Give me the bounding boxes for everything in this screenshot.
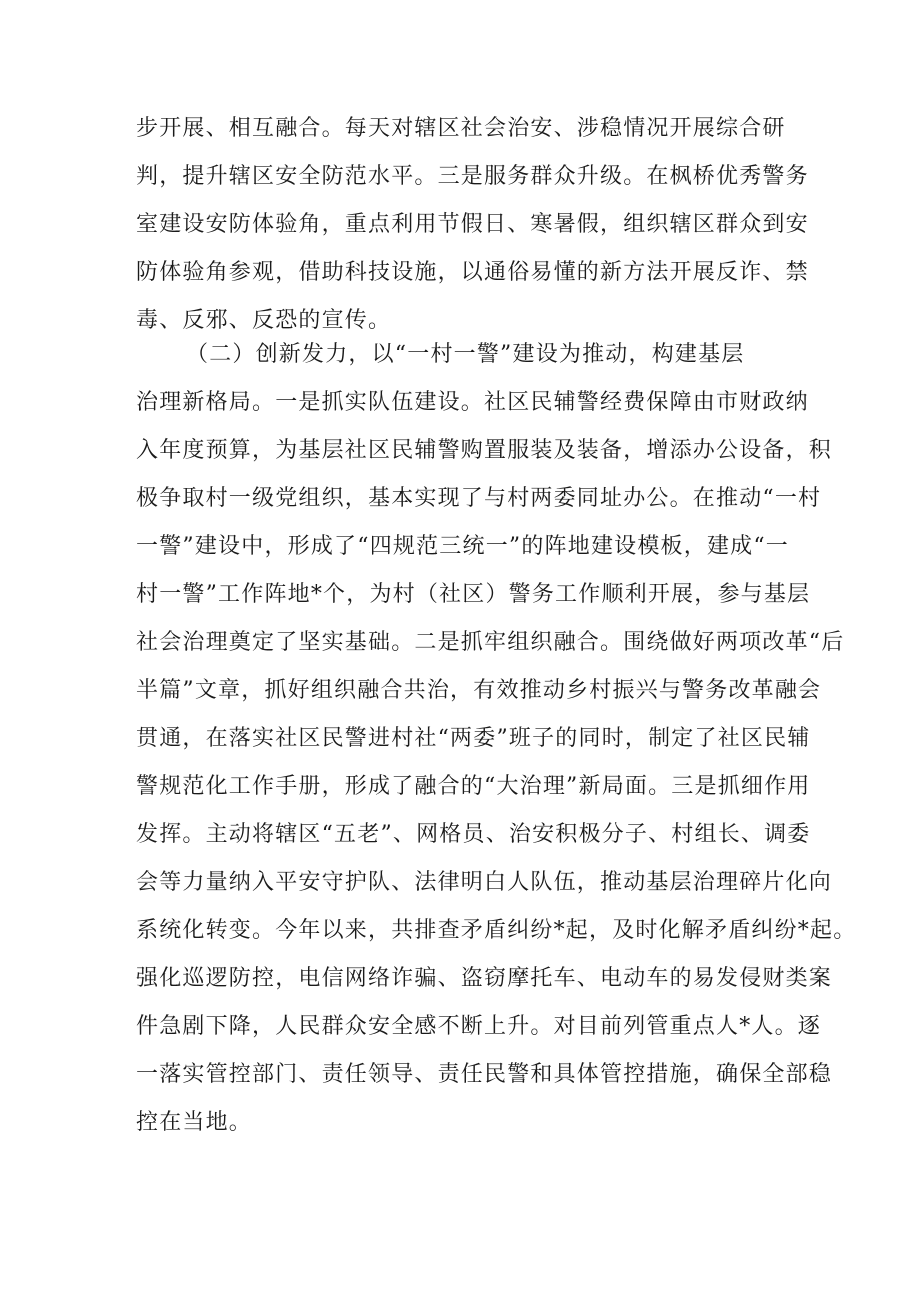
paragraph-line: 警规范化工作手册，形成了融合的“大治理”新局面。三是抓细作用 — [136, 774, 811, 799]
paragraph-line: 入年度预算，为基层社区民辅警购置服装及装备，增添办公设备，积 — [136, 438, 833, 463]
paragraph-line: 极争取村一级党组织，基本实现了与村两委同址办公。在推动“一村 — [136, 486, 822, 511]
paragraph-line: 一警”建设中，形成了“四规范三统一”的阵地建设模板，建成“一 — [136, 534, 789, 559]
section-heading-line: （二）创新发力，以“一村一警”建设为推动，构建基层 — [186, 342, 745, 367]
paragraph-line: 会等力量纳入平安守护队、法律明白人队伍，推动基层治理碎片化向 — [136, 870, 833, 895]
paragraph-line: 村一警”工作阵地*个，为村（社区）警务工作顺利开展，参与基层 — [136, 582, 811, 607]
paragraph-line: 防体验角参观，借助科技设施，以通俗易懂的新方法开展反诈、禁 — [136, 260, 809, 285]
paragraph-line: 室建设安防体验角，重点利用节假日、寒暑假，组织辖区群众到安 — [136, 212, 809, 237]
paragraph-1 — [136, 105, 809, 345]
paragraph-line: 社会治理奠定了坚实基础。二是抓牢组织融合。围绕做好两项改革“后 — [136, 630, 845, 655]
paragraph-line: 件急剧下降，人民群众安全感不断上升。对目前列管重点人*人。逐 — [136, 1014, 822, 1039]
paragraph-line: 贯通，在落实社区民警进村社“两委”班子的同时，制定了社区民辅 — [136, 726, 811, 751]
paragraph-line: 一落实管控部门、责任领导、责任民警和具体管控措施，确保全部稳 — [136, 1062, 833, 1087]
paragraph-line: 控在当地。 — [136, 1110, 253, 1135]
paragraph-line: 系统化转变。今年以来，共排查矛盾纠纷*起，及时化解矛盾纠纷*起。 — [136, 918, 857, 943]
paragraph-line: 治理新格局。一是抓实队伍建设。社区民辅警经费保障由市财政纳 — [136, 390, 809, 415]
paragraph-line: 毒、反邪、反恐的宣传。 — [136, 308, 392, 333]
paragraph-line: 强化巡逻防控，电信网络诈骗、盗窃摩托车、电动车的易发侵财类案 — [136, 966, 833, 991]
paragraph-line: 半篇”文章，抓好组织融合共治，有效推动乡村振兴与警务改革融会 — [136, 678, 822, 703]
paragraph-line: 步开展、相互融合。每天对辖区社会治安、涉稳情况开展综合研 — [136, 116, 786, 141]
paragraph-2 — [136, 331, 857, 1147]
paragraph-line: 判，提升辖区安全防范水平。三是服务群众升级。在枫桥优秀警务 — [136, 164, 809, 189]
paragraph-line: 发挥。主动将辖区“五老”、网格员、治安积极分子、村组长、调委 — [136, 822, 811, 847]
